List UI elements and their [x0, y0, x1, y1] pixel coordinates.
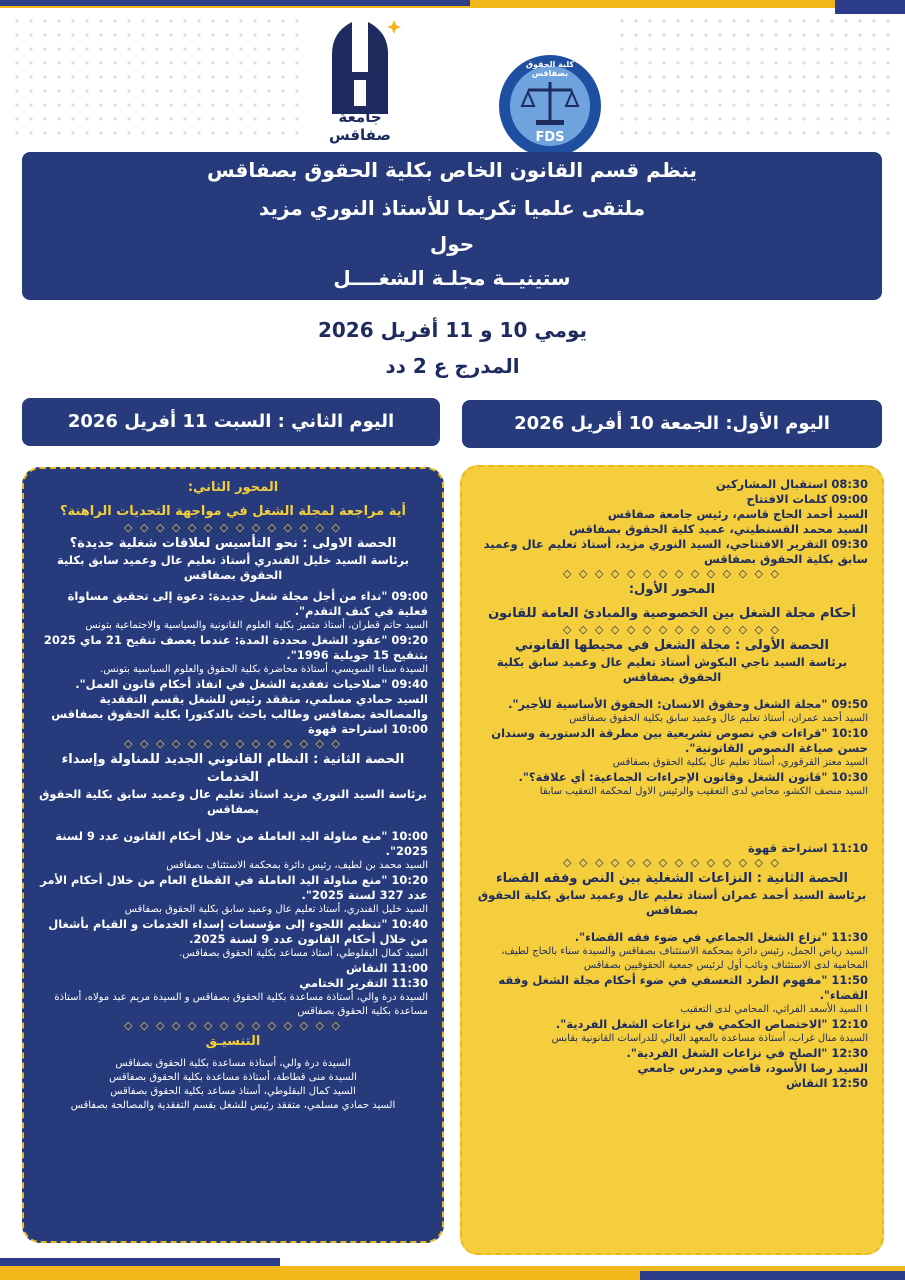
- faculty-acronym: FDS: [535, 130, 565, 145]
- header-organizer: ينظم قسم القانون الخاص بكلية الحقوق بصفاقس: [206, 158, 697, 182]
- program-item: 09:40 "صلاحيات تفقدية الشغل في انفاذ أحكام قانون العمل".: [75, 677, 428, 691]
- program-item: 10:30 "قانون الشغل وقانون الإجراءات الجماعية: أي علاقة؟".: [518, 770, 868, 784]
- top-navy-bar: [0, 0, 470, 6]
- session-chair: برئاسة السيد أحمد عمران أستاذ تعليم عال وعميد سابق بكلية الحقوق بصفاقس: [477, 888, 867, 917]
- session-title: الحصة الثانية : النظام القانوني الجديد للمناولة وإسداء الخدمات: [61, 752, 405, 785]
- dot-pattern-right: [615, 14, 895, 144]
- faculty-logo-arc-text: كلية الحقوق بصفاقس: [525, 60, 575, 78]
- speaker: السيد رضا الأسود، قاضي ومدرس جامعي: [637, 1061, 868, 1075]
- program-item: 10:40 "تنظيم اللجوء إلى مؤسسات إسداء الخدمات و القيام بأشغال من خلال أحكام القانون عدد 9 لسنة 2025.: [48, 917, 428, 946]
- program-item: 11:00 النقاش: [345, 961, 428, 975]
- program-item: 09:00 "نداء من أجل مجلة شغل جديدة: دعوة إلى تحقيق مساواة فعلية في كنف التقدم".: [67, 589, 428, 618]
- program-item: 08:30 استقبال المشاركين: [715, 477, 868, 491]
- session-title: الحصة الثانية : النزاعات الشغلية بين النص وفقه القضاء: [496, 871, 848, 886]
- speaker: السيدة درة والي، أستاذة مساعدة بكلية الحقوق بصفاقس و السيدة مريم عبد مولاه، أستاذة مساعدة بكلية الحقوق بصفاقس: [54, 992, 428, 1017]
- coordinator: السيدة درة والي، أستاذة مساعدة بكلية الحقوق بصفاقس: [115, 1058, 351, 1069]
- bottom-navy-accent: [0, 1258, 280, 1266]
- coordinator: السيد حمادي مسلمي، متفقد رئيس للشغل بقسم التفقدية والمصالحة بصفاقس: [70, 1100, 396, 1111]
- speaker: السيد محمد بن لطيف، رئيس دائرة بمحكمة الاستئناف بصفاقس: [166, 860, 428, 871]
- axis-title: أية مراجعة لمجلة الشغل في مواجهة التحديات الراهنة؟: [60, 504, 406, 519]
- speaker: السيد منصف الكشو، محامي لدى التعقيب والرئيس الاول لمحكمة التعقيب سابقا: [539, 786, 868, 797]
- speaker: السيد رياض الجمل، رئيس دائرة بمحكمة الاستئناف بصفاقس والسيدة سناء بالحاج لطيف، المحامية لدى الاستئناف ونائب أول لرئيس جمعية الحقوقيين بصفاقس: [501, 946, 868, 971]
- session-title: الحصة الأولى : مجلة الشغل في محيطها القانوني: [515, 638, 829, 653]
- separator: ◇ ◇ ◇ ◇ ◇ ◇ ◇ ◇ ◇ ◇ ◇ ◇ ◇ ◇: [563, 567, 781, 580]
- session-chair: برئاسة السيد خليل الفندري أستاذ تعليم عال وعميد سابق بكلية الحقوق بصفاقس: [57, 553, 409, 582]
- header-banner: [22, 152, 882, 300]
- program-item: 10:10 "قراءات في نصوص تشريعية بين مطرقة الدستورية وسندان حسن صياغة النصوص القانونية".: [491, 726, 868, 755]
- day1-program-panel: [460, 465, 884, 1255]
- header-event: ملتقى علميا تكريما للأستاذ النوري مزيد: [258, 196, 646, 220]
- event-venue: المدرج ع 2 دد: [385, 354, 520, 378]
- speaker: السيدة سناء السويسي، أستاذة محاضرة بكلية الحقوق والعلوم السياسية بتونس.: [100, 664, 428, 675]
- speaker: السيد حمادي مسلمي، متفقد رئيس للشغل بقسم التفقدية والمصالحة بصفاقس وطالب باحث بالدكتورا بكلية الحقوق بصفاقس: [51, 692, 428, 721]
- program-item: السيد أحمد الحاج قاسم، رئيس جامعة صفاقس: [607, 507, 868, 521]
- program-item: 10:20 "منع مناولة اليد العاملة في القطاع العام من خلال أحكام الأمر عدد 327 لسنة 2025".: [40, 873, 428, 902]
- axis-label: المحور الأول:: [628, 582, 716, 597]
- axis-title: أحكام مجلة الشغل بين الخصوصية والمبادئ العامة للقانون: [488, 606, 856, 621]
- header-about: حول: [429, 232, 475, 256]
- speaker: السيد حاتم قطران، أستاذ متميز بكلية العلوم القانونية والسياسية والاجتماعية بتونس: [85, 620, 428, 631]
- separator: ◇ ◇ ◇ ◇ ◇ ◇ ◇ ◇ ◇ ◇ ◇ ◇ ◇ ◇: [563, 623, 781, 636]
- axis-label: المحور الثاني:: [187, 480, 279, 495]
- header-topic: ستينيــة مجلـة الشغــــل: [333, 266, 571, 290]
- top-navy-corner: [835, 0, 905, 14]
- program-item: 09:30 التقرير الافتتاحي، السيد النوري مزيد، أستاذ تعليم عال وعميد سابق بكلية الحقوق بصفاقس: [483, 537, 868, 566]
- university-name: جامعة صفاقس: [329, 108, 391, 144]
- faculty-logo: [498, 54, 602, 158]
- program-item: 09:20 "عقود الشغل محددة المدة: عندما يعصف تنقيح 21 ماي 2025 بتنقيح 15 جويلية 1996".: [43, 633, 428, 662]
- program-item: 11:30 التقرير الختامي: [299, 976, 428, 990]
- program-item: 12:50 النقاش: [785, 1076, 868, 1090]
- program-item: 11:30 "نزاع الشغل الجماعي في ضوء فقه القضاء".: [574, 930, 868, 944]
- program-item: 12:10 "الاختصاص الحكمي في نزاعات الشغل الفردية".: [555, 1017, 868, 1031]
- speaker: السيد معتز القرقوري، أستاذ تعليم عال بكلية الحقوق بصفاقس: [612, 757, 868, 768]
- session-chair: برئاسة السيد النوري مزيد استاذ تعليم عال وعميد سابق بكلية الحقوق بصفاقس: [39, 787, 427, 816]
- session-chair: برئاسة السيد ناجي البكوش أستاذ تعليم عال وعميد سابق بكلية الحقوق بصفاقس: [496, 655, 848, 684]
- coordinator: السيدة منى قطاطة، أستاذة مساعدة بكلية الحقوق بصفاقس: [109, 1072, 357, 1083]
- bottom-navy-bar: [640, 1271, 905, 1280]
- speaker: السيد خليل الفندري، أستاذ تعليم عال وعميد سابق بكلية الحقوق بصفاقس: [124, 904, 428, 915]
- program-item: 12:30 "الصلح في نزاعات الشغل الفردية".: [626, 1046, 868, 1060]
- speaker: السيد أحمد عمران، أستاذ تعليم عال وعميد سابق بكلية الحقوق بصفاقس: [569, 713, 868, 724]
- program-item: 09:00 كلمات الافتتاح: [746, 492, 868, 506]
- speaker: ا السيد الأسعد الفراتي، المحامي لدى التعقيب: [680, 1004, 868, 1015]
- program-item: السيد محمد القسنطيني، عميد كلية الحقوق بصفاقس: [569, 522, 868, 536]
- speaker: السيد كمال البقلوطي، أستاذ مساعد بكلية الحقوق بصفاقس.: [179, 948, 428, 959]
- day1-title: اليوم الأول: الجمعة 10 أفريل 2026: [462, 400, 882, 448]
- session-title: الحصة الاولى : نحو التأسيس لعلاقات شغلية جديدة؟: [69, 536, 397, 551]
- day2-program-panel: [22, 467, 444, 1243]
- speaker: السيدة منال غراب، أستاذة مساعدة بالمعهد العالي للدراسات القانونية بقابس: [551, 1033, 868, 1044]
- coordinator: السيد كمال البقلوطي، أستاذ مساعد بكلية الحقوق بصفاقس: [110, 1086, 356, 1097]
- event-dates: يومي 10 و 11 أفريل 2026: [317, 318, 588, 342]
- university-logo: [310, 14, 410, 144]
- program-item: 11:50 "مفهوم الطرد التعسفي في ضوء أحكام مجلة الشغل وفقه القضاء".: [498, 973, 868, 1002]
- coffee-break: 10:00 استراحة قهوة: [307, 722, 428, 736]
- program-item: 10:00 "منع مناولة اليد العاملة من خلال أحكام القانون عدد 9 لسنة 2025".: [55, 829, 428, 858]
- coordination-title: التنسيـق: [205, 1034, 261, 1049]
- separator: ◇ ◇ ◇ ◇ ◇ ◇ ◇ ◇ ◇ ◇ ◇ ◇ ◇ ◇: [124, 737, 342, 750]
- separator: ◇ ◇ ◇ ◇ ◇ ◇ ◇ ◇ ◇ ◇ ◇ ◇ ◇ ◇: [563, 856, 781, 869]
- day2-title: اليوم الثاني : السبت 11 أفريل 2026: [22, 398, 440, 446]
- coffee-break: 11:10 استراحة قهوة: [747, 841, 868, 855]
- separator: ◇ ◇ ◇ ◇ ◇ ◇ ◇ ◇ ◇ ◇ ◇ ◇ ◇ ◇: [124, 1019, 342, 1032]
- program-item: 09:50 "مجلة الشغل وحقوق الانسان: الحقوق الأساسية للأجير".: [508, 697, 868, 711]
- dot-pattern-left: [10, 14, 300, 144]
- separator: ◇ ◇ ◇ ◇ ◇ ◇ ◇ ◇ ◇ ◇ ◇ ◇ ◇ ◇: [124, 521, 342, 534]
